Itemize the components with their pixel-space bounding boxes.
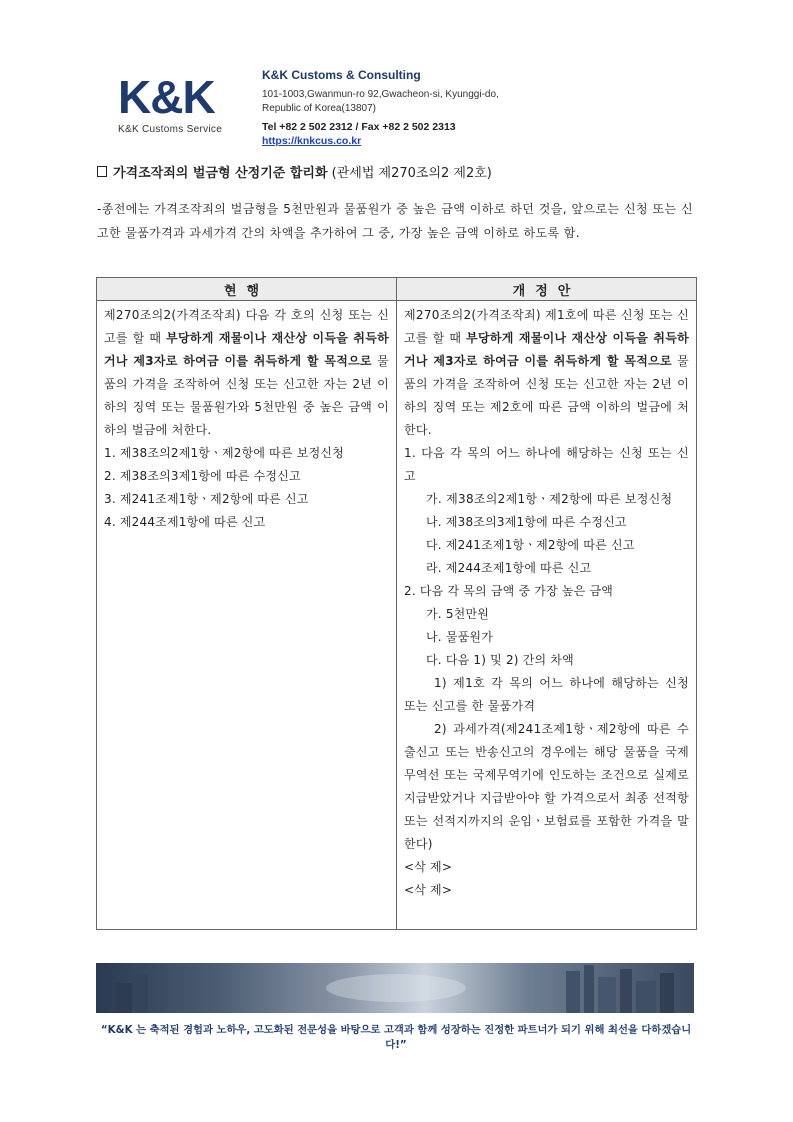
footer-banner-image [96, 963, 694, 1013]
company-logo [118, 71, 230, 135]
revised-item-1: 1. 다음 각 목의 어느 하나에 해당하는 신청 또는 신고 [404, 446, 689, 483]
revised-sub-1: 1) 제1호 각 목의 어느 하나에 해당하는 신청 또는 신고를 한 물품가격 [404, 676, 689, 713]
section-heading [97, 162, 492, 181]
current-text-a: 제270조의2(가격조작죄) 다음 각 호의 신청 또는 신고를 할 때 [104, 308, 389, 345]
revised-deleted-2: <삭 제> [404, 883, 453, 897]
logo-mark: K&K [118, 71, 215, 123]
company-name: K&K Customs & Consulting [262, 68, 421, 82]
revised-item-2-b: 나. 물품원가 [426, 630, 493, 644]
revised-law-cell [397, 301, 697, 930]
address-line-2: Republic of Korea(13807) [262, 103, 376, 114]
revised-sub-2: 2) 과세가격(제241조제1항ㆍ제2항에 따른 수출신고 또는 반송신고의 경우에는 해당 물품을 국제무역선 또는 국제무역기에 인도하는 조건으로 실제로 지급받았거나 지급받아야 할 가격으로서 최종 선적항 또는 선적지까지의 운임ㆍ보험료를 포함한 가격을 말한다) [404, 722, 689, 851]
revised-item-1-d: 라. 제244조제1항에 따른 신고 [426, 561, 592, 575]
logo-subtitle: K&K Customs Service [118, 124, 223, 135]
heading-reference: (관세법 제270조의2 제2호) [327, 166, 492, 181]
comparison-table [96, 277, 697, 930]
revised-text-a: 제270조의2(가격조작죄) 제1호에 따른 신청 또는 신고를 할 때 [404, 308, 689, 345]
revised-item-1-b: 나. 제38조의3제1항에 따른 수정신고 [426, 515, 627, 529]
intro-paragraph: -종전에는 가격조작죄의 벌금형을 5천만원과 물품원가 중 높은 금액 이하로 하던 것을, 앞으로는 신청 또는 신고한 물품가격과 과세가격 간의 차액을 추가하여 그 중, 가장 높은 금액 이하로 하도록 함. [97, 202, 693, 240]
heading-title: 가격조작죄의 벌금형 산정기준 합리화 [113, 166, 328, 181]
company-info [262, 68, 499, 148]
current-text-c: 물품의 가격을 조작하여 신청 또는 신고한 자는 2년 이하의 징역 또는 물품원가와 5천만원 중 높은 금액 이하의 벌금에 처한다. [104, 354, 390, 437]
address-line-1: 101-1003,Gwanmun-ro 92,Gwacheon-si, Kyunggi-do, [262, 89, 499, 100]
revised-item-2-a: 가. 5천만원 [426, 607, 490, 621]
current-item-2: 2. 제38조의3제1항에 따른 수정신고 [104, 469, 301, 483]
current-item-1: 1. 제38조의2제1항ㆍ제2항에 따른 보정신청 [104, 446, 344, 460]
column-header-current: 현행 [97, 278, 397, 301]
current-item-3: 3. 제241조제1항ㆍ제2항에 따른 신고 [104, 492, 309, 506]
revised-item-1-c: 다. 제241조제1항ㆍ제2항에 따른 신고 [426, 538, 635, 552]
revised-item-2: 2. 다음 각 목의 금액 중 가장 높은 금액 [404, 584, 614, 598]
revised-main-paragraph [404, 304, 689, 442]
checkbox-bullet-icon [97, 166, 107, 177]
revised-text-bold: 부당하게 재물이나 재산상 이득을 취득하거나 제3자로 하여금 이를 취득하게 할 목적으로 [404, 331, 689, 368]
current-main-paragraph [104, 304, 389, 442]
tel-fax: Tel +82 2 502 2312 / Fax +82 2 502 2313 [262, 121, 456, 133]
website-link[interactable]: https://knkcus.co.kr [262, 135, 362, 147]
current-text-bold: 부당하게 재물이나 재산상 이득을 취득하거나 제3자로 하여금 이를 취득하게 할 목적으로 [104, 331, 389, 368]
revised-item-1-a: 가. 제38조의2제1항ㆍ제2항에 따른 보정신청 [426, 492, 673, 506]
column-header-revised: 개정안 [397, 278, 697, 301]
footer-slogan: “K&K 는 축적된 경험과 노하우, 고도화된 전문성을 바탕으로 고객과 함께 성장하는 진정한 파트너가 되기 위해 최선을 다하겠습니다!” [100, 1024, 692, 1051]
revised-deleted-1: <삭 제> [404, 860, 453, 874]
revised-item-2-c: 다. 다음 1) 및 2) 간의 차액 [426, 653, 574, 667]
city-skyline-image [96, 963, 694, 1013]
current-law-cell [97, 301, 397, 930]
revised-text-c: 물품의 가격을 조작하여 신청 또는 신고한 자는 2년 이하의 징역 또는 제2호에 따른 금액 이하의 벌금에 처한다. [404, 354, 690, 437]
current-item-4: 4. 제244조제1항에 따른 신고 [104, 515, 266, 529]
